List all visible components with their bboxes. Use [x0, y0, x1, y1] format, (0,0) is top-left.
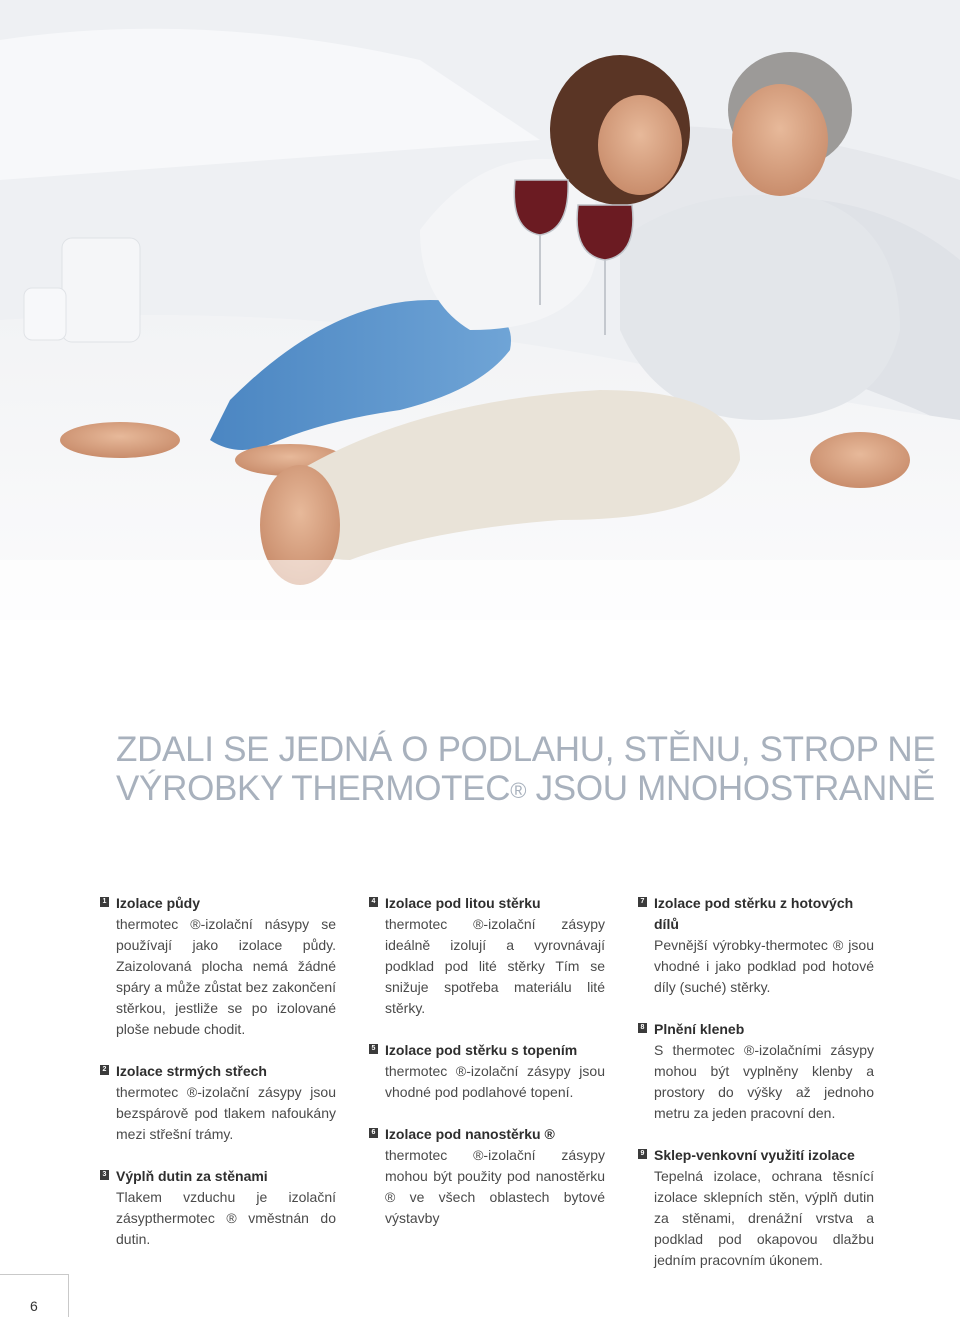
headline-line-2-start: VÝROBKY THERMOTEC	[116, 769, 511, 808]
list-item	[638, 1145, 874, 1271]
headline-line-2-end: JSOU MNOHOSTRANNĚ	[526, 769, 935, 808]
item-title: Izolace pod litou stěrku	[385, 895, 541, 911]
item-number-badge: 3	[100, 1170, 109, 1180]
item-body: thermotec ®-izolační zásypy jsou vhodné pod podlahové topení.	[385, 1063, 605, 1100]
item-body: S thermotec ®-izolačními zásypy mohou být vyplněny klenby a prostory do výšky až jednoho metru za jeden pracovní den.	[654, 1042, 874, 1121]
column-1	[100, 893, 336, 1271]
item-body: thermotec ®-izolační zásypy ideálně izolují a vyrovnávají podklad pod lité stěrky Tím se snižuje spotřeba materiálu lité stěrky.	[385, 916, 605, 1016]
item-number-badge: 5	[369, 1044, 378, 1054]
page-number: 6	[30, 1298, 38, 1314]
list-item	[369, 1124, 605, 1229]
item-title: Izolace půdy	[116, 895, 201, 911]
list-item	[369, 893, 605, 1019]
item-number-badge: 8	[638, 1023, 647, 1033]
item-title: Izolace pod nanostěrku ®	[385, 1126, 555, 1142]
item-body: thermotec ®-izolační zásypy mohou být použity pod nanostěrku ® ve všech oblastech bytové výstavby	[385, 1147, 605, 1226]
column-3	[638, 893, 874, 1292]
list-item	[638, 1019, 874, 1124]
headline	[116, 730, 960, 808]
item-body: thermotec ®-izolační zásypy jsou bezspárově pod tlakem nafoukány mezi střešní trámy.	[116, 1084, 336, 1142]
item-body: Tlakem vzduchu je izolační zásypthermotec ® vměstnán do dutin.	[116, 1189, 336, 1247]
couple-photo-illustration	[0, 0, 960, 620]
list-item	[100, 1061, 336, 1145]
item-title: Izolace strmých střech	[116, 1063, 267, 1079]
hero-photo	[0, 0, 960, 620]
item-number-badge: 7	[638, 897, 647, 907]
item-title: Plnění kleneb	[654, 1021, 745, 1037]
item-title: Sklep-venkovní využití izolace	[654, 1147, 855, 1163]
item-number-badge: 2	[100, 1065, 109, 1075]
item-number-badge: 1	[100, 897, 109, 907]
item-title: Výplň dutin za stěnami	[116, 1168, 268, 1184]
headline-line-1: ZDALI SE JEDNÁ O PODLAHU, STĚNU, STROP NE	[116, 730, 936, 769]
list-item	[100, 1166, 336, 1250]
item-title: Izolace pod stěrku z hotových dílů	[654, 895, 854, 932]
item-body: Pevnější výrobky-thermotec ® jsou vhodné i jako podklad pod hotové díly (suché) stěrky.	[654, 937, 874, 995]
item-number-badge: 4	[369, 897, 378, 907]
item-body: thermotec ®-izolační násypy se používají jako izolace půdy. Zaizolovaná plocha nemá žádné spáry a může zůstat bez zakončení stěrkou, jestliže se po izolované ploše nebude chodit.	[116, 916, 336, 1037]
list-item	[369, 1040, 605, 1103]
registered-mark: ®	[510, 778, 527, 803]
column-2	[369, 893, 605, 1250]
item-title: Izolace pod stěrku s topením	[385, 1042, 578, 1058]
item-number-badge: 6	[369, 1128, 378, 1138]
item-number-badge: 9	[638, 1149, 647, 1159]
list-item	[100, 893, 336, 1040]
item-body: Tepelná izolace, ochrana těsnící izolace sklepních stěn, výplň dutin za stěnami, drenážní vrstva a podklad pod okapovou dlažbu jedním pracovním úkonem.	[654, 1168, 874, 1268]
list-item	[638, 893, 874, 998]
